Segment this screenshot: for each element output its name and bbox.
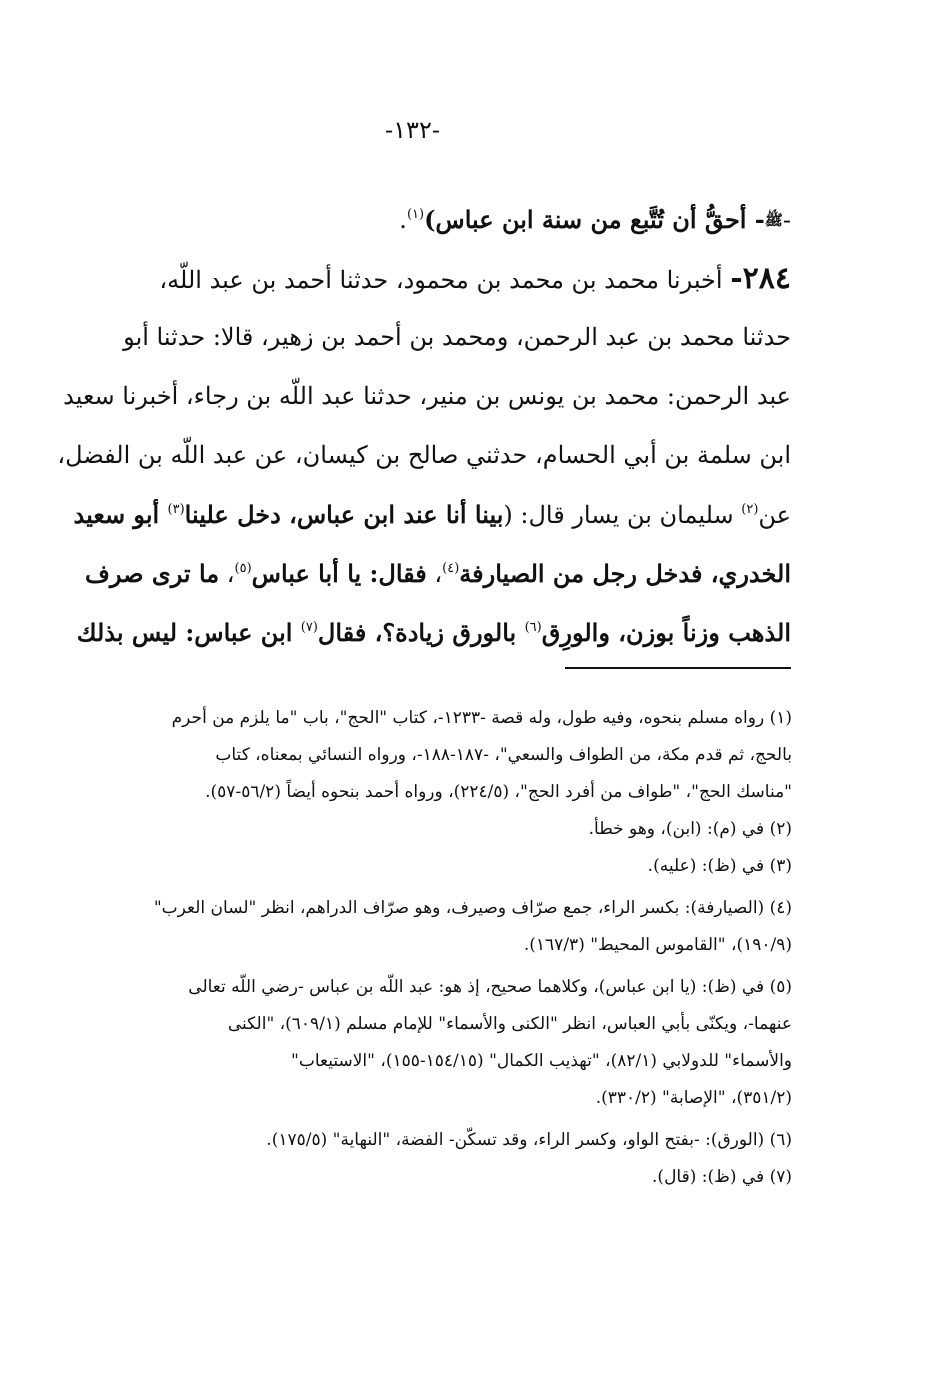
footnote-line: (٧) في (ظ): (قال).	[652, 1167, 792, 1187]
matn-text: الذهب وزناً بوزن، والورِق	[541, 618, 791, 647]
footnote-line: (٣) في (ظ): (عليه).	[647, 856, 792, 876]
footnote-2	[60, 811, 792, 848]
footnote-7	[60, 1159, 792, 1196]
footnote-line: والأسماء" للدولابي (٨٢/١)، "تهذيب الكمال" (١٥٤/١٥-١٥٥)، "الاستيعاب"	[291, 1051, 792, 1071]
footnote-line: (٣٥١/٢)، "الإصابة" (٣٣٠/٢).	[595, 1088, 792, 1108]
footnote-5	[60, 969, 792, 1117]
matn-text: ابن عباس: ليس بذلك	[76, 618, 301, 647]
footnote-ref[interactable]: (٤)	[442, 561, 460, 576]
matn-text: أبو سعيد	[73, 500, 168, 529]
text-seg: سليمان بن يسار قال: (	[503, 501, 742, 529]
footnote-line: (٥) في (ظ): (يا ابن عباس)، وكلاهما صحيح، إذ هو: عبد اللّه بن عباس -رضي اللّه تعالى	[188, 977, 792, 997]
dash: -	[782, 206, 791, 234]
footnote-1	[60, 700, 792, 811]
text-seg: عن	[758, 501, 791, 529]
text-line-1	[48, 190, 791, 249]
main-text	[48, 190, 791, 662]
isnad-text: أخبرنا محمد بن محمد بن محمود، حدثنا أحمد بن عبد اللّه،	[159, 266, 731, 294]
text-line-7	[48, 544, 791, 603]
matn-text: الخدري، فدخل رجل من الصيارفة	[459, 559, 791, 588]
footnote-line: عنهما-، ويكنّى بأبي العباس، انظر "الكنى والأسماء" للإمام مسلم (٦٠٩/١)، "الكنى	[227, 1014, 792, 1034]
footnote-ref[interactable]: (١)	[406, 207, 425, 222]
footnote-3	[60, 848, 792, 885]
text-line-8	[48, 603, 791, 662]
footnote-ref[interactable]: (٦)	[524, 620, 542, 635]
footnote-4	[60, 890, 792, 964]
matn-text: فقال: يا أبا عباس	[251, 559, 427, 588]
text-line-2	[48, 249, 791, 308]
text-line-5: ابن سلمة بن أبي الحسام، حدثني صالح بن كيسان، عن عبد اللّه بن الفضل،	[57, 441, 791, 469]
matn-text: بينا أنا عند ابن عباس، دخل علينا	[184, 500, 504, 529]
salawat-glyph: ﷺ	[764, 211, 783, 229]
text-line-4: عبد الرحمن: محمد بن يونس بن منير، حدثنا عبد اللّه بن رجاء، أخبرنا سعيد	[63, 382, 791, 410]
text-line-6	[48, 485, 791, 544]
page-number: -١٣٢-	[385, 116, 440, 144]
footnote-line: (٢) في (م): (ابن)، وهو خطأ.	[588, 819, 792, 839]
text-seg: ،	[426, 560, 443, 588]
footnote-line: "مناسك الحج"، "طواف من أفرد الحج"، (٢٢٤/٥)، ورواه أحمد بنحوه أيضاً (٥٦/٢-٥٧).	[205, 782, 792, 802]
text-line-3: حدثنا محمد بن عبد الرحمن، ومحمد بن أحمد بن زهير، قالا: حدثنا أبو	[123, 323, 791, 351]
footnotes	[60, 700, 792, 1196]
footnote-ref[interactable]: (٥)	[234, 561, 252, 576]
footnote-line: (١٩٠/٩)، "القاموس المحيط" (١٦٧/٣).	[523, 935, 792, 955]
footnote-line: بالحج، ثم قدم مكة، من الطواف والسعي"، -١٨٧-١٨٨-، ورواه النسائي بمعناه، كتاب	[215, 745, 792, 765]
footnote-ref[interactable]: (٢)	[741, 502, 759, 517]
footnote-line: (١) رواه مسلم بنحوه، وفيه طول، وله قصة -١٢٣٣-، كتاب "الحج"، باب "ما يلزم من أحرم	[171, 708, 792, 728]
footnote-6	[60, 1122, 792, 1159]
matn-text: بالورق زيادة؟، فقال	[317, 618, 525, 647]
full-stop: .	[399, 206, 407, 234]
footnote-line: (٤) (الصيارفة): بكسر الراء، جمع صرّاف وصيرف، وهو صرّاف الدراهم، انظر "لسان العرب"	[153, 898, 792, 918]
matn-text: ما ترى صرف	[85, 559, 220, 588]
text-seg: ،	[219, 560, 235, 588]
footnote-separator	[565, 667, 791, 669]
hadith-number: ٢٨٤-	[730, 261, 791, 296]
quote-end: - أحقُّ أن تُتَّبع من سنة ابن عباس)	[424, 205, 765, 234]
footnote-ref[interactable]: (٧)	[300, 620, 318, 635]
footnote-line: (٦) (الورق): -بفتح الواو، وكسر الراء، وقد تسكّن- الفضة، "النهاية" (١٧٥/٥).	[266, 1130, 792, 1150]
footnote-ref[interactable]: (٣)	[167, 502, 185, 517]
